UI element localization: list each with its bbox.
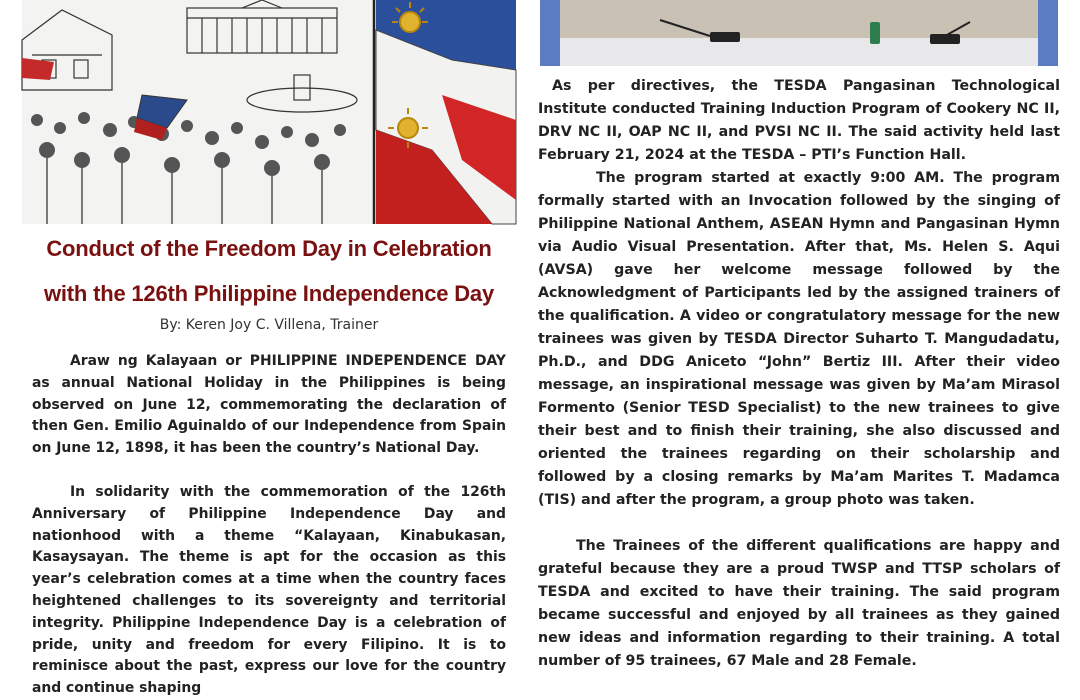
left-paragraph-1: Araw ng Kalayaan or PHILIPPINE INDEPENDENCE DAY as annual National Holiday in the Philippines is being observed on June 12, commemorating the declaration of then Gen. Emilio Aguinaldo of our Independence from Spain on June 12, 1898, it has been the country’s National Day. [32,353,506,457]
article-title [22,226,516,316]
left-paragraph-2: In solidarity with the commemoration of the 126th Anniversary of Philippine Independence Day and nationhood with a theme “Kalayaan, Kinabukasan, Kasaysayan. The theme is apt for the occasion as this year’s celebration comes at a time when the country faces heightened challenges to its sovereignty and territorial integrity. Philippine Independence Day is a celebration of pride, unity and freedom for every Filipino. It is to reminisce about the past, express our love for the country and continue shaping [32,484,506,697]
left-column [22,0,516,697]
function-hall-photo [540,0,1058,66]
right-column [538,0,1060,675]
article-title-line-2: with the 126th Philippine Independence Day [43,281,494,306]
right-paragraph-2: The program started at exactly 9:00 AM. The program formally started with an Invocation followed by the singing of Philippine National Anthem, ASEAN Hymn and Pangasinan Hymn via Audio Visual Presentation. After that, Ms. Helen S. Aqui (AVSA) gave her welcome message followed by the Acknowledgment of Participants led by the assigned trainers of the qualification. A video or congratulatory message for the new trainees was given by TESDA Director Suharto T. Mangudadatu, Ph.D., and DDG Aniceto “John” Bertiz III. After their video message, an inspirational message was given by Ma’am Mirasol Formento (Senior TESD Specialist) to the new trainees to give their best and to finish their training, she also discussed and oriented the trainees regarding on their scholarship and followed by a closing remarks by Ma’am Marites T. Madamca (TIS) and after the program, a group photo was taken. [538,170,1060,508]
right-paragraph-3: The Trainees of the different qualifications are happy and grateful because they are a proud TWSP and TTSP scholars of TESDA and excited to have their training. The said program became successful and enjoyed by all trainees as they gained new ideas and information regarding to their training. A total number of 95 trainees, 67 Male and 28 Female. [538,538,1060,669]
independence-day-illustration [22,0,516,224]
article-title-line-1: Conduct of the Freedom Day in Celebration [46,236,492,261]
byline: By: Keren Joy C. Villena, Trainer [159,317,379,333]
crowd-flag-sketch [22,0,516,224]
conference-table-photo [540,0,1058,66]
right-paragraph-1: As per directives, the TESDA Pangasinan Technological Institute conducted Training Induction Program of Cookery NC II, DRV NC II, OAP NC II, and PVSI NC II. The said activity held last February 21, 2024 at the TESDA – PTI’s Function Hall. [538,78,1060,163]
